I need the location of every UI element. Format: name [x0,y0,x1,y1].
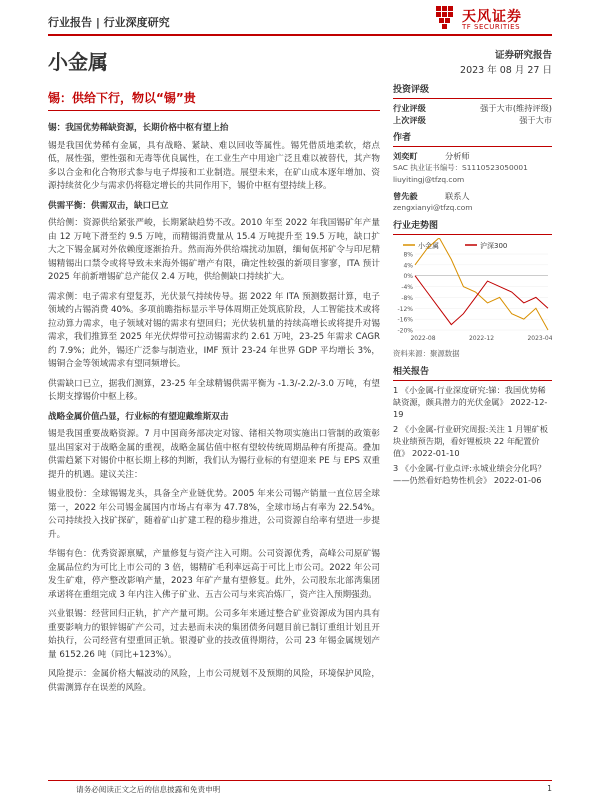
analyst-email[interactable]: zengxianyi@tfzq.com [393,203,473,212]
risk-warning: 风险提示：金属价格大幅波动的风险，上市公司规划不及预期的风险，环境保护风险，供需测算存在误差的风险。 [48,669,380,693]
x-tick-label: 2022-08 [410,335,436,342]
x-tick-label: 2023-04 [527,335,552,342]
y-tick-label: 4% [403,262,413,270]
main-body [48,120,380,701]
analyst-role: 联系人 [445,191,470,201]
y-tick-label: 0% [403,273,413,281]
page-header [48,9,552,36]
related-report-item[interactable]: 3 《小金属-行业点评:永城业绩会分化吗？——仍然看好趋势性机会》 2022-01-06 [393,463,546,485]
y-tick-label: -20% [397,327,413,335]
analyst-name: 刘奕町 [393,151,418,161]
page-number: 1 [547,784,552,793]
page-footer [48,780,552,794]
section-title: 战略金属价值凸显，行业标的有望迎戴维斯双击 [48,411,229,422]
report-date: 2023 年 08 月 27 日 [460,65,552,76]
y-tick-label: -16% [397,316,413,324]
paragraph: 锡是我国优势稀有金属，具有战略、紧缺、难以回收等属性。锡凭借质地柔软，熔点低，展性强，塑性强和无毒等优良属性，在工业生产中用途广泛且难以被替代，其产物多以合金和化合物形式参与电子焊接和工业制造。展望未来，在矿山成本逐年增加、资源持续贫化少与需求仍将稳定增长的共同作用下，锡价中枢有望持续上移。 [48,140,380,191]
related-reports [393,384,552,486]
industry-title: 小金属 [48,50,108,74]
analyst-email[interactable]: liuyitingj@tfzq.com [393,175,465,184]
series-line-1 [415,276,548,325]
section-title: 锡：我国优势稀缺资源，长期价格中枢有望上抬 [48,123,229,133]
rating-heading: 投资评级 [393,84,552,99]
analyst-name: 曾先毅 [393,191,418,201]
y-tick-label: -12% [397,305,413,313]
related-report-item[interactable]: 1 《小金属-行业深度研究:锑：我国优势稀缺资源，颇具潜力的光伏金属》 2022-12-19 [393,385,548,419]
legend-label: 沪深300 [480,242,508,250]
report-type: 证券研究报告 [494,50,552,61]
report-subtitle: 锡：供给下行，物以“锡”贵 [48,89,380,111]
disclaimer-note: 请务必阅读正文之后的信息披露和免责申明 [76,785,221,794]
report-category: 行业报告 | 行业深度研究 [48,16,170,29]
rating-value: 强于大市(维持评级) [480,103,552,113]
paragraph: 兴业银锡：经营回归正轨，扩产产量可期。公司多年来通过整合矿业资源成为国内具有重要影响力的银锌锡矿产公司，过去悬而未决的集团债务问题目前已制订重组计划且开始执行，公司经营有望重回正轨。银漫矿业的技改值得期待，公司 23 年锡金属规划产量 6152.26 吨（同比+123%）。 [48,609,380,660]
prev-rating-label: 上次评级 [393,115,426,125]
rating-label: 行业评级 [393,103,426,113]
rating-row [393,102,552,114]
prev-rating-value: 强于大市 [519,115,552,125]
analyst-1 [393,150,552,186]
paragraph: 需求侧：电子需求有望复苏，光伏景气持续传导。据 2022 年 ITA 预测数据计算，电子领域约占锡消费 40%。多项前瞻指标显示半导体周期正处筑底阶段，人工智能技术或将拉动算力需求，电子领域对锡的需求有望回归；光伏装机量的持续高增长或将提升对锡需求，我们推算至 2025 年光伏焊带可拉动锡需求约 2.61 万吨，23-25 年需求 CAGR 约 7.9%；此外，锡还广泛参与制造业，IMF 预计 23-24 年世界 GDP 平均增长 3%，锡铜合金等领域需求有望同频增长。 [48,291,380,369]
related-report-item[interactable]: 2 《小金属-行业研究周报:关注 1 月锂矿板块业绩预告期，看好锂板块 22 年配置价值》 2022-01-10 [393,424,548,458]
y-tick-label: -8% [401,294,413,302]
chart-heading: 行业走势图 [393,220,552,235]
series-line-0 [415,238,548,330]
paragraph: 供给侧：资源供给紧张严峻，长期紧缺趋势不改。2010 年至 2022 年我国锡矿年产量由 12 万吨下滑至约 9.5 万吨，而精锡消费量从 15.4 万吨提升至 19.5 万吨，缺口扩大之下锡金属对外依赖度逐渐抬升。然而海外供给端扰动加剧，缅甸佤邦矿令与印尼精锡精锡出口禁令或将导致未来海外锡矿增产有限，确定性较强的新项目寥寥，ITA 预计 2025 年前新增锡矿总产能仅 2.4 万吨，供给侧缺口持续扩大。 [48,218,380,282]
paragraph: 锡业股份：全球锡锡龙头，具备全产业链优势。2005 年来公司锡产销量一直位居全球第一，2022 年公司锡金属国内市场占有率为 47.78%，全球市场占有率为 22.54%。公司持续投入找矿探矿，随着矿山扩建工程的稳步推进，公司资源自给率有望进一步提升。 [48,489,380,540]
paragraph: 锡是我国重要战略资源。7 月中国商务部决定对镓、锗相关物项实施出口管制的政策彰显出国家对于战略金属的重视，战略金属估值中枢有望较传统周期品种有所提高。叠加供需趋紧下对锡价中枢长期上移的判断，我们认为锡行业标的有望迎来 PE 与 EPS 双重提升的机遇。建议关注： [48,429,380,480]
sidebar [393,78,552,489]
analyst-sac: SAC 执业证书编号：S1110523050001 [393,163,528,172]
brand-name-en: TF SECURITIES [462,23,521,31]
legend-label: 小金属 [418,242,439,250]
section-title: 供需平衡：供需双击，缺口已立 [48,200,169,211]
industry-trend-chart [393,238,552,346]
y-tick-label: 8% [403,251,413,259]
chart-source: 资料来源：聚源数据 [393,349,460,358]
x-tick-label: 2022-12 [468,335,495,342]
related-heading: 相关报告 [393,366,552,381]
brand-logo [432,6,552,34]
analyst-role: 分析师 [445,151,470,161]
trend-chart-svg [393,238,552,346]
brand-name-cn: 天风证券 [462,9,522,25]
paragraph: 华锡有色：优秀资源禀赋，产量修复与资产注入可期。公司资源优秀，高峰公司原矿锡金属品位约为可比上市公司的 3 倍，锡精矿毛利率远高于可比上市公司。2022 年公司发生矿难，停产整改影响产量，2023 年矿产量有望修复。此外，公司股东北部湾集团承诺将在重组完成 3 年内注入佛子矿业、五吉公司与来宾冶炼厂，资产注入预期强劲。 [48,549,380,600]
paragraph: 供需缺口已立，据我们测算，23-25 年全球精锡供需平衡为 -1.3/-2.2/-3.0 万吨，有望长期支撑锡价中枢上移。 [48,378,380,402]
author-heading: 作者 [393,132,552,147]
y-tick-label: -4% [401,284,413,292]
brand-mark-icon [434,6,456,32]
prev-rating-row [393,114,552,126]
analyst-2 [393,190,552,214]
